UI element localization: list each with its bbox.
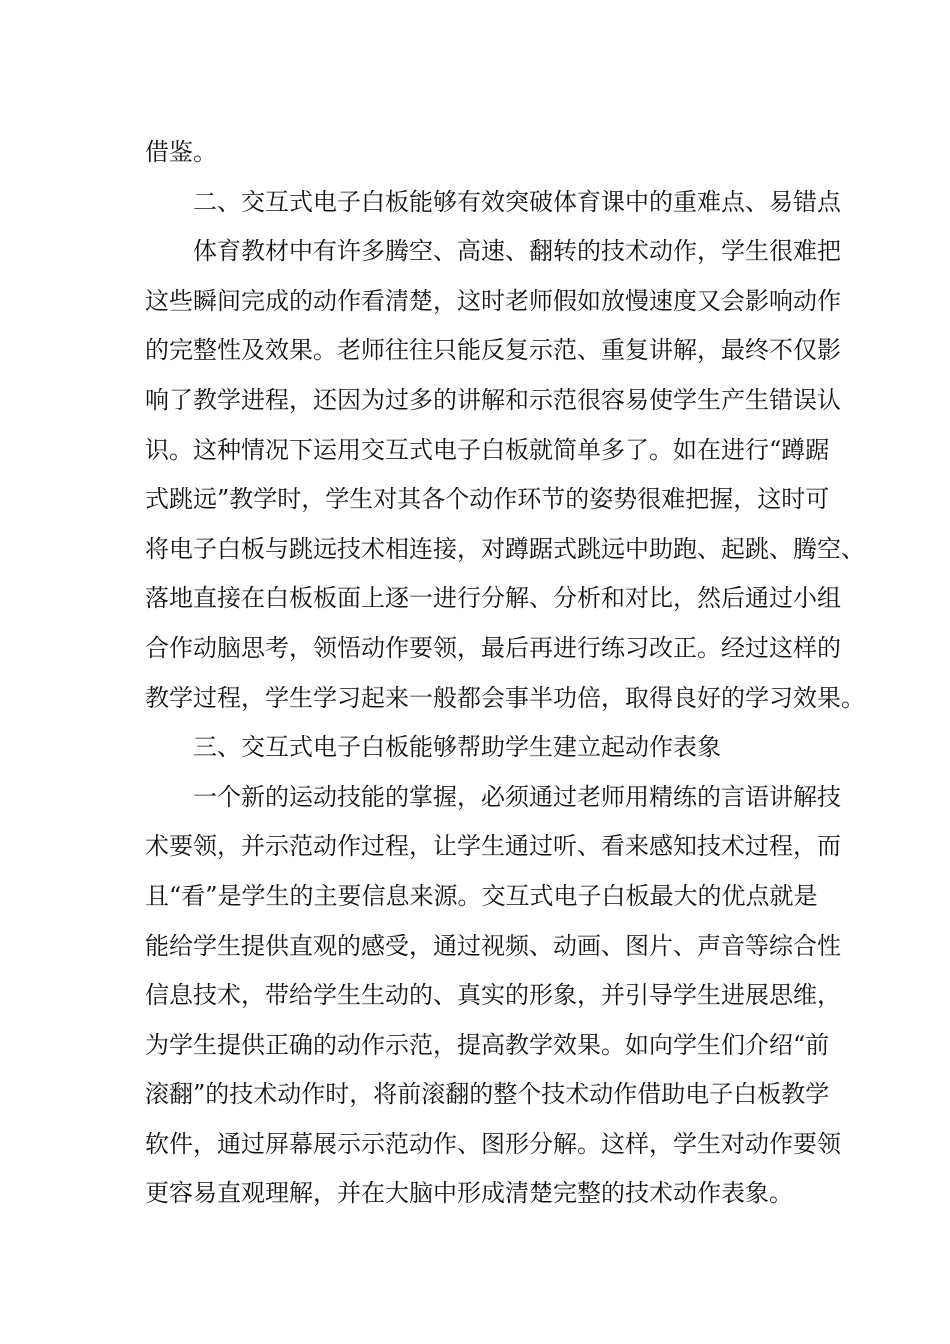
- text-line: 响了教学进程，还因为过多的讲解和示范很容易使学生产生错误认: [145, 385, 841, 414]
- text-line: 术要领，并示范动作过程，让学生通过听、看来感知技术过程，而: [145, 832, 841, 861]
- text-line: 合作动脑思考，领悟动作要领，最后再进行练习改正。经过这样的: [145, 633, 841, 662]
- text-line: 的完整性及效果。老师往往只能反复示范、重复讲解，最终不仅影: [145, 336, 841, 365]
- text-line: 软件，通过屏幕展示示范动作、图形分解。这样，学生对动作要领: [145, 1129, 841, 1158]
- section-heading-3: 三、交互式电子白板能够帮助学生建立起动作表象: [193, 733, 721, 762]
- text-line: 滚翻”的技术动作时，将前滚翻的整个技术动作借助电子白板教学: [145, 1080, 830, 1109]
- text-line: 体育教材中有许多腾空、高速、翻转的技术动作，学生很难把: [193, 237, 841, 266]
- text-line: 且“看”是学生的主要信息来源。交互式电子白板最大的优点就是: [145, 881, 818, 910]
- text-line: 教学过程，学生学习起来一般都会事半功倍，取得良好的学习效果。: [145, 683, 865, 712]
- section-heading-2: 二、交互式电子白板能够有效突破体育课中的重难点、易错点: [193, 187, 841, 216]
- text-line: 一个新的运动技能的掌握，必须通过老师用精练的言语讲解技: [193, 782, 841, 811]
- text-line: 为学生提供正确的动作示范，提高教学效果。如向学生们介绍“前: [145, 1030, 830, 1059]
- body-text: [145, 128, 865, 1219]
- text-line: 借鉴。: [145, 138, 217, 166]
- text-line: 能给学生提供直观的感受，通过视频、动画、图片、声音等综合性: [145, 931, 841, 960]
- text-line: 识。这种情况下运用交互式电子白板就简单多了。如在进行“蹲踞: [145, 435, 830, 464]
- text-line: 将电子白板与跳远技术相连接，对蹲踞式跳远中助跑、起跳、腾空、: [145, 534, 865, 563]
- text-line: 这些瞬间完成的动作看清楚，这时老师假如放慢速度又会影响动作: [145, 286, 841, 315]
- text-line: 落地直接在白板板面上逐一进行分解、分析和对比，然后通过小组: [145, 584, 841, 613]
- text-line: 更容易直观理解，并在大脑中形成清楚完整的技术动作表象。: [145, 1179, 793, 1208]
- text-line: 信息技术，带给学生生动的、真实的形象，并引导学生进展思维，: [145, 981, 841, 1010]
- text-line: 式跳远”教学时，学生对其各个动作环节的姿势很难把握，这时可: [145, 485, 830, 514]
